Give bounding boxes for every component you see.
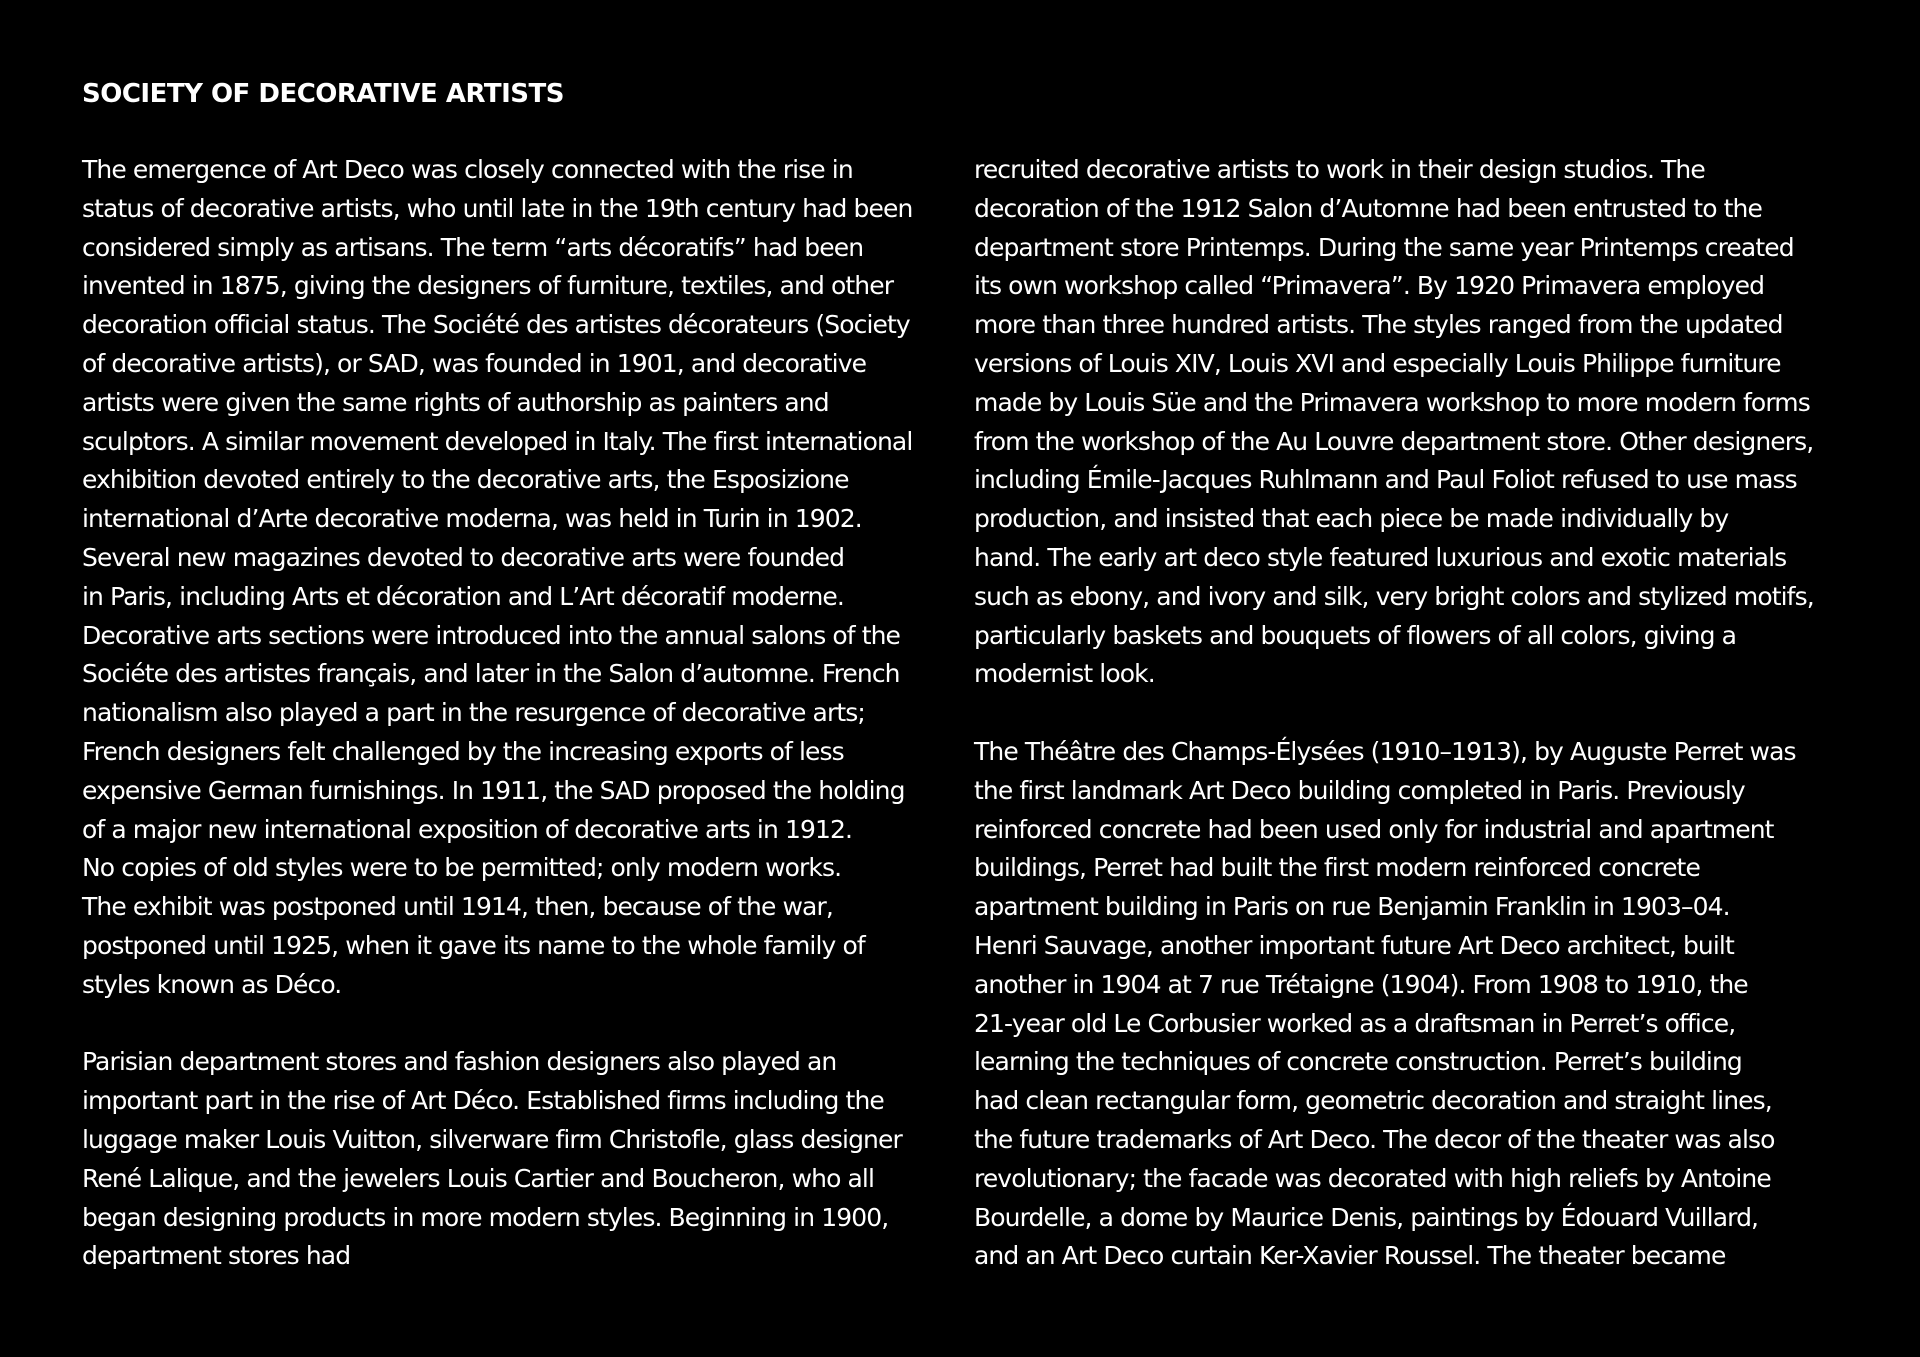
text-line: buildings, Perret had built the first modern reinforced concrete (974, 853, 1700, 883)
text-line: learning the techniques of concrete construction. Perret’s building (974, 1047, 1742, 1077)
text-line: The emergence of Art Deco was closely connected with the rise in (82, 155, 853, 184)
text-line: apartment building in Paris on rue Benjamin Franklin in 1903–04. (974, 892, 1730, 922)
right-paragraph-1 (974, 151, 1854, 694)
right-paragraph-2 (974, 733, 1854, 1276)
text-line: including Émile-Jacques Ruhlmann and Paul Foliot refused to use mass (974, 465, 1797, 495)
text-line: department stores had (82, 1241, 351, 1271)
text-line: expensive German furnishings. In 1911, the SAD proposed the holding (82, 775, 905, 805)
text-line: Several new magazines devoted to decorative arts were founded (82, 542, 845, 572)
text-line: and an Art Deco curtain Ker-Xavier Roussel. The theater became (974, 1241, 1726, 1271)
text-line: exhibition devoted entirely to the decorative arts, the Esposizione (82, 465, 849, 495)
text-line: postponed until 1925, when it gave its name to the whole family of (82, 930, 865, 960)
text-line: modernist look. (974, 659, 1155, 689)
text-line: French designers felt challenged by the increasing exports of less (82, 736, 844, 766)
text-line: began designing products in more modern styles. Beginning in 1900, (82, 1202, 889, 1232)
text-line: in Paris, including Arts et décoration and L’Art décoratif moderne. (82, 581, 844, 611)
text-line: more than three hundred artists. The styles ranged from the updated (974, 310, 1783, 340)
text-line: styles known as Déco. (82, 969, 342, 999)
text-line: department store Printemps. During the same year Printemps created (974, 232, 1794, 262)
text-line: reinforced concrete had been used only for industrial and apartment (974, 814, 1774, 844)
text-line: invented in 1875, giving the designers of furniture, textiles, and other (82, 271, 894, 301)
paragraph-gap (82, 1005, 952, 1044)
text-line: The Théâtre des Champs-Élysées (1910–1913), by Auguste Perret was (974, 736, 1796, 766)
text-line: international d’Arte decorative moderna, was held in Turin in 1902. (82, 504, 862, 534)
text-line: No copies of old styles were to be permitted; only modern works. (82, 853, 842, 883)
text-line: sculptors. A similar movement developed in Italy. The first international (82, 426, 913, 456)
text-line: Henri Sauvage, another important future Art Deco architect, built (974, 930, 1734, 960)
text-line: recruited decorative artists to work in their design studios. The (974, 155, 1705, 184)
text-line: hand. The early art deco style featured luxurious and exotic materials (974, 542, 1787, 572)
text-line: had clean rectangular form, geometric decoration and straight lines, (974, 1086, 1772, 1116)
paragraph-gap (974, 694, 1854, 733)
left-paragraph-1 (82, 151, 952, 1005)
text-line: artists were given the same rights of authorship as painters and (82, 387, 829, 417)
text-line: decoration of the 1912 Salon d’Automne had been entrusted to the (974, 193, 1762, 223)
text-line: Decorative arts sections were introduced into the annual salons of the (82, 620, 901, 650)
text-line: versions of Louis XIV, Louis XVI and especially Louis Philippe furniture (974, 348, 1781, 378)
text-line: another in 1904 at 7 rue Trétaigne (1904). From 1908 to 1910, the (974, 969, 1748, 999)
text-line: nationalism also played a part in the resurgence of decorative arts; (82, 698, 865, 728)
text-line: production, and insisted that each piece be made individually by (974, 504, 1729, 534)
text-line: important part in the rise of Art Déco. Established firms including the (82, 1086, 884, 1116)
text-line: made by Louis Süe and the Primavera workshop to more modern forms (974, 387, 1810, 417)
text-line: Sociéte des artistes français, and later in the Salon d’automne. French (82, 659, 900, 689)
text-line: its own workshop called “Primavera”. By 1920 Primavera employed (974, 271, 1765, 301)
text-line: 21-year old Le Corbusier worked as a draftsman in Perret’s office, (974, 1008, 1736, 1038)
text-line: of decorative artists), or SAD, was founded in 1901, and decorative (82, 348, 867, 378)
text-line: status of decorative artists, who until late in the 19th century had been (82, 193, 913, 223)
text-line: from the workshop of the Au Louvre department store. Other designers, (974, 426, 1814, 456)
section-heading: SOCIETY OF DECORATIVE ARTISTS (82, 79, 564, 109)
text-line: the future trademarks of Art Deco. The decor of the theater was also (974, 1124, 1775, 1154)
right-column (974, 151, 1854, 1276)
left-column (82, 151, 952, 1276)
text-line: of a major new international exposition of decorative arts in 1912. (82, 814, 853, 844)
left-paragraph-2 (82, 1043, 952, 1276)
text-line: decoration official status. The Société des artistes décorateurs (Society (82, 310, 910, 340)
text-line: René Lalique, and the jewelers Louis Cartier and Boucheron, who all (82, 1163, 875, 1193)
text-line: considered simply as artisans. The term “arts décoratifs” had been (82, 232, 864, 262)
text-line: the first landmark Art Deco building completed in Paris. Previously (974, 775, 1745, 805)
text-line: such as ebony, and ivory and silk, very bright colors and stylized motifs, (974, 581, 1814, 611)
text-line: revolutionary; the facade was decorated with high reliefs by Antoine (974, 1163, 1771, 1193)
text-line: Bourdelle, a dome by Maurice Denis, paintings by Édouard Vuillard, (974, 1202, 1759, 1232)
text-line: luggage maker Louis Vuitton, silverware firm Christofle, glass designer (82, 1124, 902, 1154)
text-line: particularly baskets and bouquets of flowers of all colors, giving a (974, 620, 1737, 650)
text-line: The exhibit was postponed until 1914, then, because of the war, (82, 892, 833, 922)
text-line: Parisian department stores and fashion designers also played an (82, 1047, 837, 1077)
